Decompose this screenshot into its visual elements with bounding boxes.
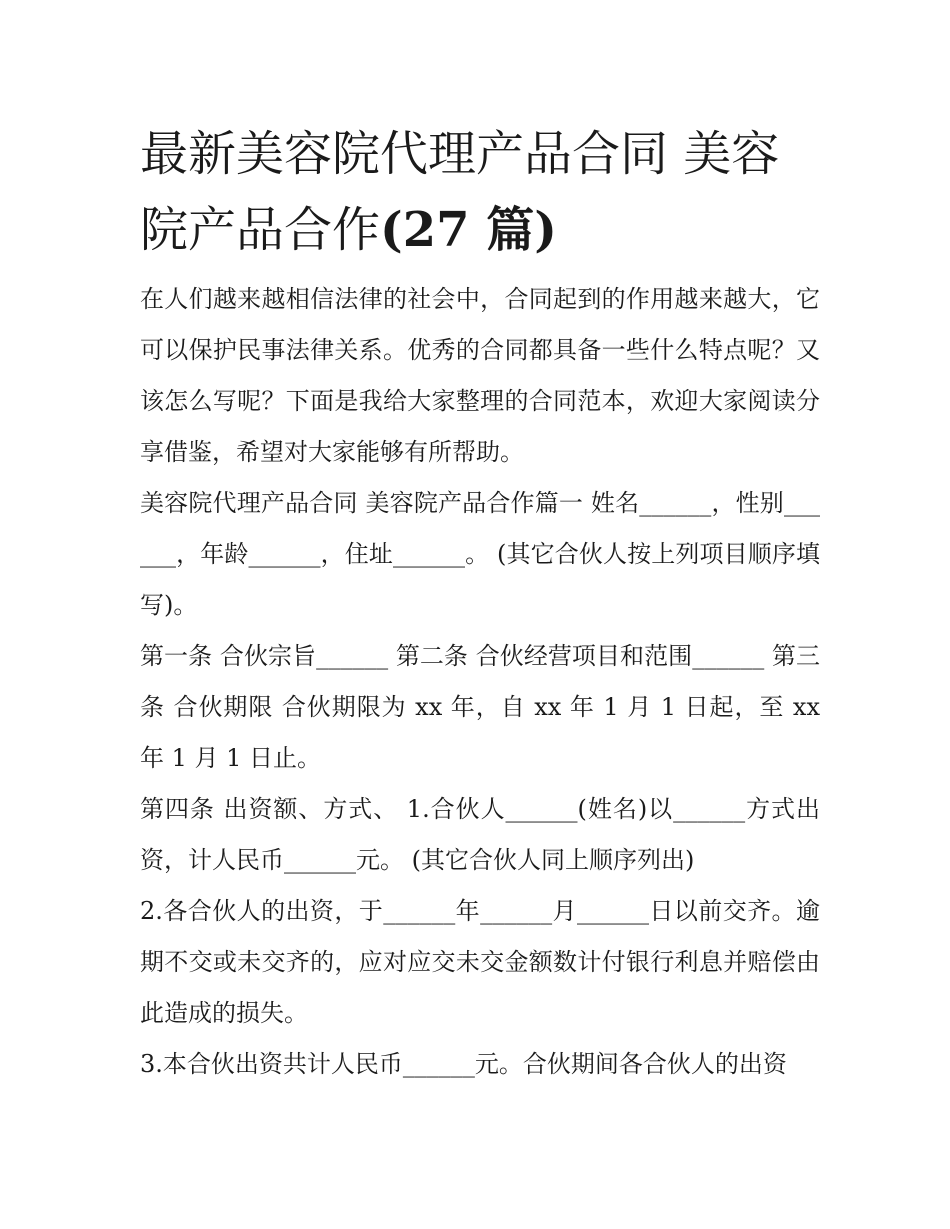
title-count: (27 篇) bbox=[380, 202, 557, 258]
article-4-paragraph: 第四条 出资额、方式、 1.合伙人______(姓名)以______方式出资，计人民币______元。 (其它合伙人同上顺序列出) bbox=[140, 795, 820, 874]
partner-info-paragraph: 美容院代理产品合同 美容院产品合作篇一 姓名______，性别______，年龄______，住址______。 (其它合伙人按上列项目顺序填写)。 bbox=[140, 489, 820, 619]
title-text: 最新美容院代理产品合同 美容院产品合作 bbox=[140, 126, 780, 258]
article-4-item-2-paragraph: 2.各合伙人的出资，于______年______月______日以前交齐。逾期不交或未交齐的，应对应交未交金额数计付银行利息并赔偿由此造成的损失。 bbox=[140, 897, 820, 1027]
article-4-item-3-paragraph: 3.本合伙出资共计人民币______元。合伙期间各合伙人的出资 bbox=[140, 1050, 787, 1078]
document-title bbox=[140, 116, 820, 268]
articles-1-3-paragraph: 第一条 合伙宗旨______ 第二条 合伙经营项目和范围______ 第三条 合伙期限 合伙期限为 xx 年，自 xx 年 1 月 1 日起，至 xx 年 1 月 1 日止。 bbox=[140, 642, 820, 772]
document-body bbox=[140, 274, 820, 1090]
intro-paragraph: 在人们越来越相信法律的社会中，合同起到的作用越来越大，它可以保护民事法律关系。优秀的合同都具备一些什么特点呢？又该怎么写呢？下面是我给大家整理的合同范本，欢迎大家阅读分享借鉴，希望对大家能够有所帮助。 bbox=[140, 285, 820, 466]
